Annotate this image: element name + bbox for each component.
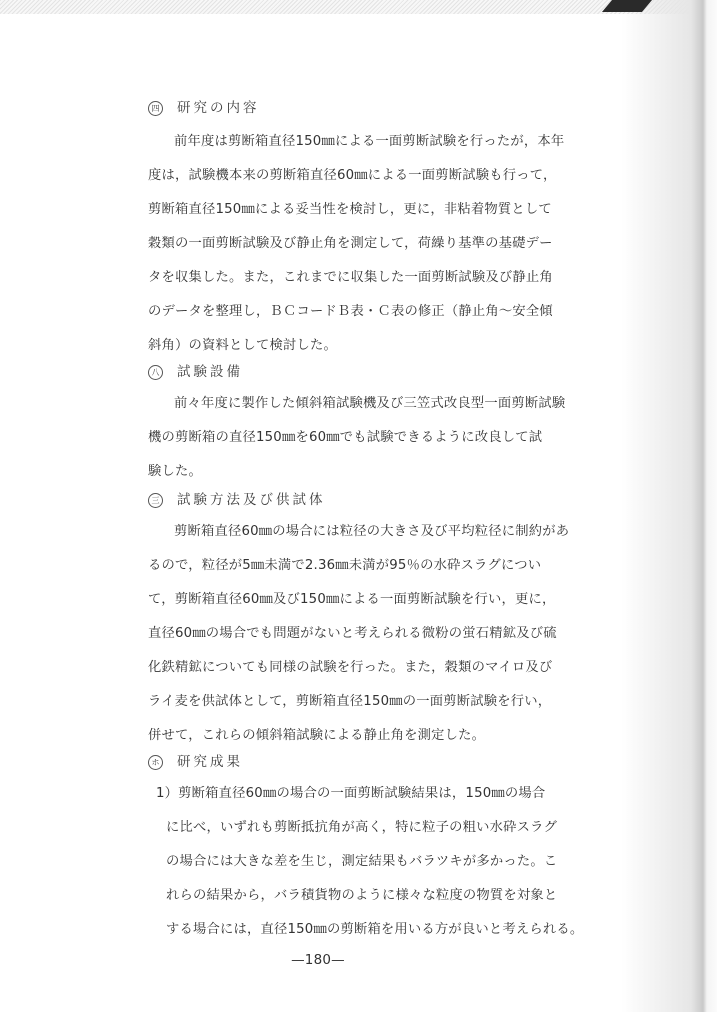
- paragraph-line: れらの結果から，バラ積貨物のように様々な粒度の物質を対象と: [166, 888, 558, 903]
- paragraph-line: 前年度は剪断箱直径150㎜による一面剪断試験を行ったが，本年: [174, 134, 565, 149]
- section-heading-research-results: [148, 750, 243, 770]
- paragraph-line: タを収集した。また，これまでに収集した一面剪断試験及び静止角: [148, 270, 553, 285]
- paragraph-line: 前々年度に製作した傾斜箱試験機及び三笠式改良型一面剪断試験: [174, 396, 566, 411]
- paragraph-line: の場合には大きな差を生じ，測定結果もバラツキが多かった。こ: [166, 854, 558, 869]
- section-heading-test-method: [148, 488, 326, 508]
- paragraph-line: 剪断箱直径60㎜の場合には粒径の大きさ及び平均粒径に制約があ: [174, 524, 570, 539]
- section-title: 研究の内容: [177, 100, 260, 116]
- paragraph-line: 穀類の一面剪断試験及び静止角を測定して，荷繰り基準の基礎デー: [148, 236, 553, 251]
- scan-right-edge: [621, 0, 717, 1012]
- paragraph-line: 斜角）の資料として検討した。: [148, 338, 337, 353]
- paragraph-line: 併せて，これらの傾斜箱試験による静止角を測定した。: [148, 728, 486, 743]
- paragraph-line: に比べ，いずれも剪断抵抗角が高く，特に粒子の粗い水砕スラグ: [166, 820, 558, 835]
- section-title: 試験設備: [177, 364, 243, 380]
- section-title: 試験方法及び供試体: [177, 492, 326, 508]
- paragraph-line: する場合には，直径150㎜の剪断箱を用いる方が良いと考えられる。: [166, 922, 584, 937]
- page-number: —180—: [291, 952, 345, 968]
- paragraph-line: 1）剪断箱直径60㎜の場合の一面剪断試験結果は，150㎜の場合: [156, 786, 546, 801]
- section-mark: 四: [148, 101, 163, 116]
- paragraph-line: 機の剪断箱の直径150㎜を60㎜でも試験できるように改良して試: [148, 430, 543, 445]
- section-mark: 八: [148, 365, 163, 380]
- section-title: 研究成果: [177, 754, 243, 770]
- paragraph-line: 験した。: [148, 464, 202, 479]
- paragraph-line: のデータを整理し，ＢＣコードＢ表・Ｃ表の修正（静止角～安全傾: [148, 304, 553, 319]
- paragraph-line: 化鉄精鉱についても同様の試験を行った。また，穀類のマイロ及び: [148, 660, 553, 675]
- paragraph-line: ライ麦を供試体として，剪断箱直径150㎜の一面剪断試験を行い，: [148, 694, 552, 709]
- section-mark: ホ: [148, 755, 163, 770]
- paragraph-line: て，剪断箱直径60㎜及び150㎜による一面剪断試験を行い，更に，: [148, 592, 556, 607]
- section-mark: 三: [148, 493, 163, 508]
- paragraph-line: 直径60㎜の場合でも問題がないと考えられる微粉の蛍石精鉱及び硫: [148, 626, 557, 641]
- paragraph-line: 度は，試験機本来の剪断箱直径60㎜による一面剪断試験も行って，: [148, 168, 557, 183]
- section-heading-research-content: [148, 96, 260, 116]
- paragraph-line: 剪断箱直径150㎜による妥当性を検討し，更に，非粘着物質として: [148, 202, 552, 217]
- paragraph-line: るので，粒径が5㎜未満で2.36㎜未満が95％の水砕スラグについ: [148, 558, 542, 573]
- section-heading-test-equipment: [148, 360, 243, 380]
